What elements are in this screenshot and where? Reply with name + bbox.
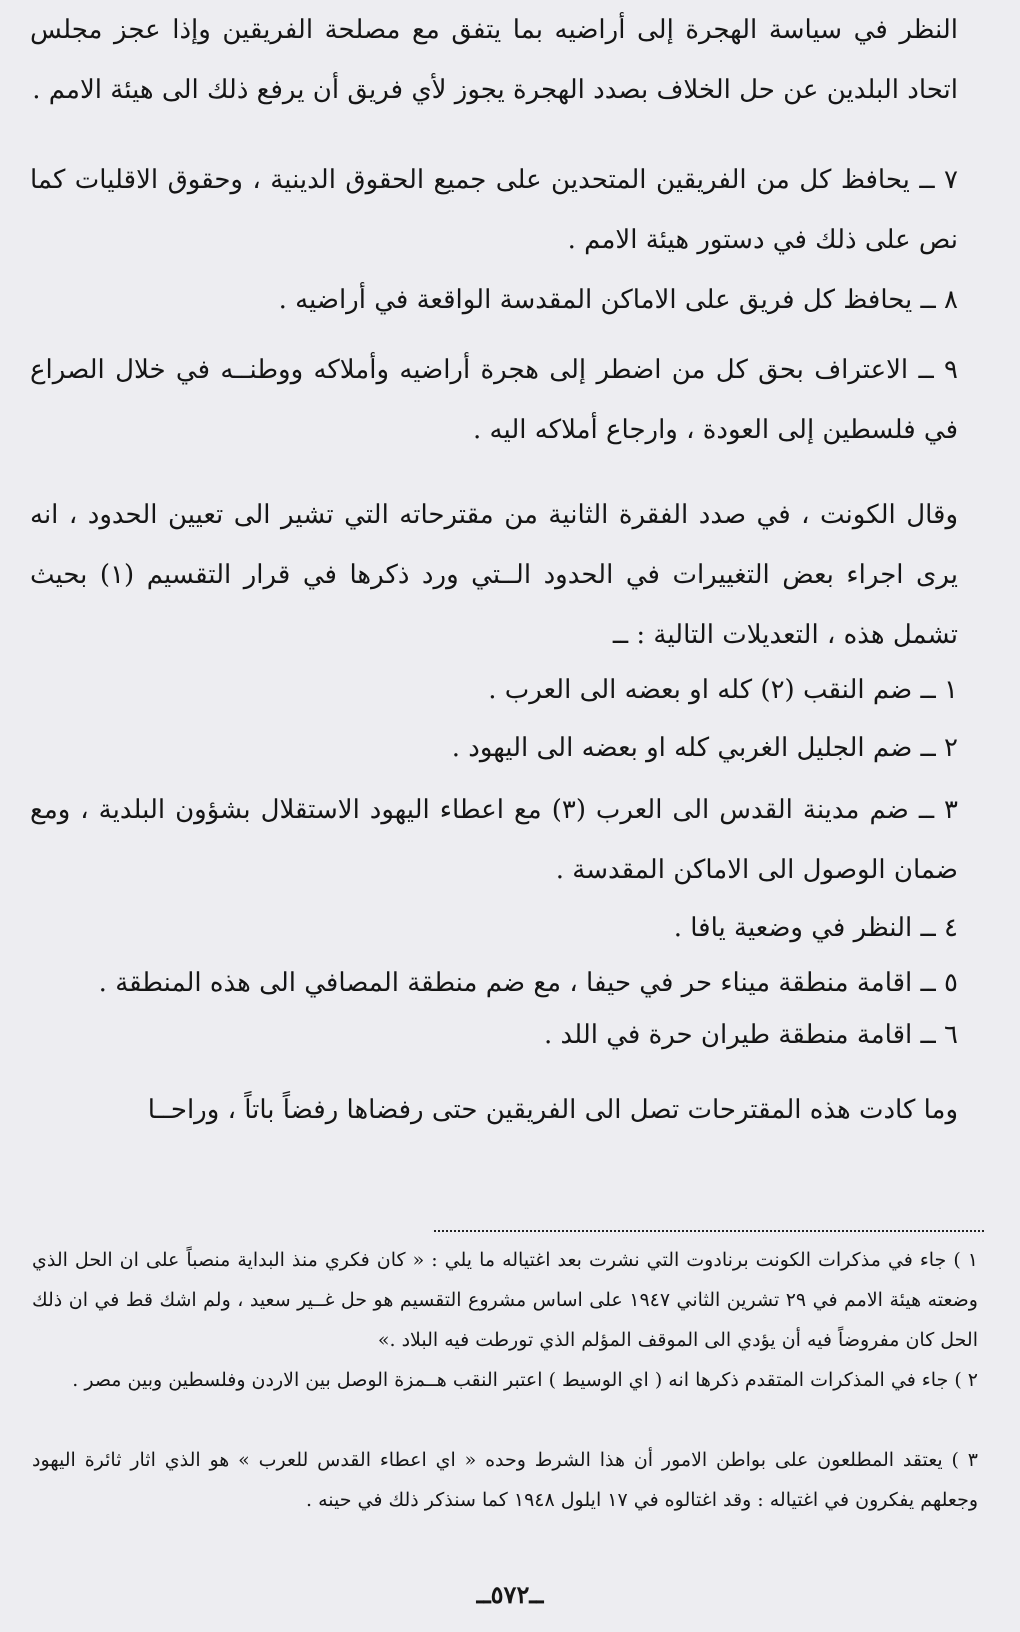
paragraph-rejection: وما كادت هذه المقترحات تصل الى الفريقين حتى رفضاها رفضاً باتاً ، وراحــا xyxy=(147,1095,958,1125)
footnote-separator xyxy=(434,1230,984,1232)
paragraph-immigration-continuation: النظر في سياسة الهجرة إلى أراضيه بما يتفق مع مصلحة الفريقين وإذا عجز مجلس اتحاد البلدين عن حل الخلاف بصدد الهجرة يجوز لأي فريق أن يرفع ذلك الى هيئة الامم . xyxy=(30,15,958,105)
footnote-2: ٢ ) جاء في المذكرات المتقدم ذكرها انه ( اي الوسيط ) اعتبر النقب هــمزة الوصل بين الاردن وفلسطين وبين مصر . xyxy=(72,1369,978,1391)
list-item-6: ٦ ــ اقامة منطقة طيران حرة في اللد . xyxy=(544,1020,958,1050)
page-number: ــ٥٧٢ــ xyxy=(476,1580,544,1609)
paragraph-point-9: ٩ ــ الاعتراف بحق كل من اضطر إلى هجرة أراضيه وأملاكه ووطنــه في خلال الصراع في فلسطين إلى العودة ، وارجاع أملاكه اليه . xyxy=(30,355,958,445)
list-item-1: ١ ــ ضم النقب (٢) كله او بعضه الى العرب . xyxy=(488,675,958,705)
list-item-3: ٣ ــ ضم مدينة القدس الى العرب (٣) مع اعطاء اليهود الاستقلال بشؤون البلدية ، ومع ضمان الوصول الى الاماكن المقدسة . xyxy=(30,795,959,885)
list-item-2: ٢ ــ ضم الجليل الغربي كله او بعضه الى اليهود . xyxy=(451,733,958,763)
list-item-4: ٤ ــ النظر في وضعية يافا . xyxy=(673,913,958,943)
paragraph-point-8: ٨ ــ يحافظ كل فريق على الاماكن المقدسة الواقعة في أراضيه . xyxy=(278,285,958,315)
paragraph-count-boundaries: وقال الكونت ، في صدد الفقرة الثانية من مقترحاته التي تشير الى تعيين الحدود ، انه يرى اجراء بعض التغييرات في الحدود الــتي ورد ذكرها في قرار التقسيم (١) بحيث تشمل هذه ، التعديلات التالية : ــ xyxy=(30,500,958,650)
list-item-5: ٥ ــ اقامة منطقة ميناء حر في حيفا ، مع ضم منطقة المصافي الى هذه المنطقة . xyxy=(98,968,958,998)
footnote-3: ٣ ) يعتقد المطلعون على بواطن الامور أن هذا الشرط وحده « اي اعطاء القدس للعرب » هو الذي اثار ثائرة اليهود وجعلهم يفكرون في اغتياله : وقد اغتالوه في ١٧ ايلول ١٩٤٨ كما سنذكر ذلك في حينه . xyxy=(32,1449,978,1511)
paragraph-point-7: ٧ ــ يحافظ كل من الفريقين المتحدين على جميع الحقوق الدينية ، وحقوق الاقليات كما نص على ذلك في دستور هيئة الامم . xyxy=(30,165,958,255)
footnote-1: ١ ) جاء في مذكرات الكونت برنادوت التي نشرت بعد اغتياله ما يلي : « كان فكري منذ البداية منصباً على ان الحل الذي وضعته هيئة الامم في ٢٩ تشرين الثاني ١٩٤٧ على اساس مشروع التقسيم هو حل غــير سعيد ، ولم اشك قط في ان ذلك الحل كان مفروضاً فيه أن يؤدي الى الموقف المؤلم الذي تورطت فيه البلاد .» xyxy=(32,1249,978,1351)
